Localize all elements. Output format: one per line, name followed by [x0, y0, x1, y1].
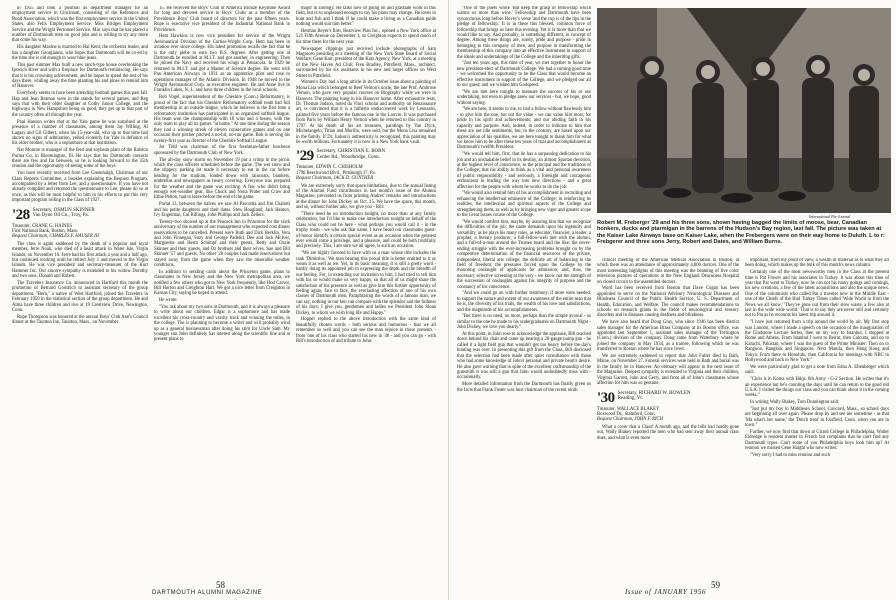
page-number-right: 59 — [711, 580, 720, 590]
paragraph: Herman Beyer's firm, Rearview Plan Inc., opened a New York office at 521 Fifth Avenue on December 1, so Creighton expects to spend much of his time there for the next year. — [296, 29, 436, 45]
page-number-left: 58 — [216, 580, 225, 590]
treasurer-address: Boxwood Dr., Stamford, Conn. — [597, 411, 656, 417]
paragraph: "Just ten years ago, this time of year, we met together to honor the new president-elect of Dartmouth College. We had a coming good time - we welcomed the opportunity to be the Class that would become an effective instrument in support of the College, and we pledged our all to our guest; and we wished him Godspeed. — [457, 61, 591, 89]
treasurer-address: First National Bank, Boston, Mass. — [12, 228, 79, 234]
class-year: '29 — [296, 148, 314, 165]
paragraph: Rupe Thompson was honored at the annual Boys' Club Ann's Council dinner at the Taunton Inn, Taunton, Mass., on November — [12, 314, 148, 326]
paragraph: Paul Hanson writes that at the Yale game he was surprised at the presence of a number of classmates, among them Jay Willing, Al Lagasy and Gil Gilbert, when his 15-year-old, who up to that time had shown no signs of admiration, yelled violently for Yale in defiance of his older brother, who is a sophomore at that institution. — [12, 119, 148, 147]
paragraph: Bob Vogel, superintendent of the Cheshire (Conn.) Reformatory, is proud of the fact that his Cheshire Reformatory softball team had full membership in an outside league, which he believes is the first time a reformatory institution has participated in an organized softball league. His team won the championship with 18 wins and 4 losses, with the only team to play all its games "at home." At one time during the season they had a winning streak of eleven consecutive games and on one occasion their pitcher pitched a no-hit, no-run game. Bob is serving his twenty-first year as director of the Cheshire Softball League. — [154, 95, 290, 144]
photo-caption: Robert M. Frebergrr '29 and his three sons, shown having bagged the limits of moose, bear, Canadian honkers, ducks and ptarmigan in the barrens of the Hudson's Bay region, last fall. The picture was taken at the Kaiser Lake Airways base on Kaiser Lake, when the Frebergers were on their way home to Duluth. L to r: Frebgerer and three sons Jerry, Robert and Dates, and William Burns. — [597, 220, 885, 246]
secretary-address: Center Rd., Woodbridge, Conn. — [316, 154, 380, 160]
class-officers — [618, 391, 691, 402]
paragraph: 15. He received the Boys' Club of America Bronze Keystone Award for long and devoted service to Boys' Clubs as a member of the Providence Boys' Club board of directors for the past fifteen years. Rupe is executive vice president of the Industrial National Bank in Providence. — [154, 6, 290, 33]
treasurer-address: 1796 Beechwood Blvd., Pittsburgh 17, Pa. — [296, 170, 376, 176]
treasurer-line: Treasurer, EDWIN C. CHISHOLM — [296, 165, 363, 171]
paragraph: We are extremely sorry that space limitations, due to the annual listing of the Alumni Fund contributors in last month's issue of the Alumni Magazine, prevented us from printing Andres' remarks and introductions at the dinner for John Dickey on Oct. 15. We have the space, this month, and so, without further ado, we give you - Bill: — [296, 183, 436, 211]
paragraph: We are extremely saddened to report that John Fuller died in Bath, Maine, on November 27. Funeral services were held in Bath and burial was in the family lot in Hanover. An obituary will appear in the next issue of the Magazine. Deepest sympathy is extended to Virginia and their children, Virginia Garrett, John and Gerry, and from all of John's classmates whose affection for him was so genuine. — [597, 354, 739, 387]
paragraph: Twenty-two showed up at the Peacock Inn in Princeton for the sixth anniversary of the number of our management who expected cost dinner reservations to be cancelled. Present were Ruth and Dick Berklin, Vera and John Finnegan, Suzy and George Padelid, Dee and Jack McIver, Marguerite and Herm Schimpf and their guests, Betty and Ozzie Skinner and their guests, and Oz brothers and their wives. Sue and Bill Skinner '57 and guests. No other '28 couples had made reservations but stayed away from the game when they saw the miserable weather conditions. — [154, 219, 290, 269]
paragraph: "One of the poets wrote 'But keep the grasp of fellowship which warms us more than wine.' Fellowship and Dartmouth have been synonymous long before Hovey's verse 'and the cup is of the lips in the pledge of fellowship.' It is in these this blessed, common force of fellowship that brings us here this evening. Yet it is more than that we would like to say. And probably, is something different, in concept of degree. Among these things are, surely, pride and purpose - pride in belonging to this company of men, and purpose in transforming the membership of this company into an effective instrument in support of the ideals and undertakings of the College and the inheriting gifts. — [457, 6, 591, 60]
paragraph: The all-day snow storm on November 19 put a crimp in the picnic which the class officers scheduled before the game. The wet snow and the slippery parking lot made it necessary to eat in the car before heading for the stadium, loaded down with raincoats, blankets, umbrellas and newspapers as heavy covering. Everyone was prepared for the weather and the game was exciting. A few who didn't bring enough wet-weather gear, like Chuck and Nona Prater and Craw and Ethie Pelton, had to leave before the end of the game. — [154, 157, 290, 201]
hunting-party-photo — [597, 8, 891, 213]
right-column-3 — [745, 258, 889, 460]
paragraph: Word has been received from Boston that Dave Cogan has been appointed to serve on the National Advisory Neurological Diseases and Blindness Council of the Public Health Service, U. S. Department of Health, Education, and Welfare. The council makes recommendations to schools on research grants in the fields of neurological and sensory disorders and in diseases causing deafness and blindness. — [597, 286, 739, 319]
left-column-3 — [296, 6, 436, 346]
paragraph: You have recently received from Lee Greenhalgh, Chairman of our Class Reports Committee, a booklet explaining the Bequest Program, accompanied by a letter from Lee, and a questionnaire. If you have not already complied and returned the questionnaire to Lee, please do so at once, as this will be most helpful to him in his efforts to put this very important program rolling in the Class of 1927. — [12, 171, 148, 204]
paragraph: "We are here, it seems to me, to hail a fellow without flawlessly him - to give him the one, but not the value - we can value him most, for pride in his spirit and achievements; and our abiding faith in his capacity and purpose. And, indeed, in order to indicate to him that these are not idle sentiments, but, to the contrary, are based upon our appreciation of his qualities, we are here tonight to thank him for what we know him to be after these ten years of trial and accomplishment as Dartmouth's twelfth President. — [457, 107, 591, 151]
secretary-line: Secretary, CHRISTIAN E. BORN — [316, 149, 386, 155]
paragraph: Portal 13, between the halves we saw Al Pascottia and Jim Chalotti and his petite daughters and their dates. Stew Hoagland, Jack Heaton, Ivy Engelman, Cal Billings, John Phillips and Jack Zellers. — [154, 202, 290, 218]
paragraph: The class is again saddened by the death of a popular and loyal member, Jerre Noah, who died of a heart attack in Water Isle, Virgin Islands, on November 16. Jerre had his first attack a year and a half ago, but continued working until he retired July 1 and moved to the Virgin Islands. He was vice president and secretary-treasurer of the Kurt Hammer Inc. Our sincere sympathy is extended to his widow Dorothy and two sons, Donald and Robert. — [12, 241, 148, 280]
paragraph: We were particularly glad to get a note from Edna A. Ellenberger which said: — [745, 364, 889, 376]
paragraph: In addition to sending cards about the Princeton game, plans to classmates in New Jersey and the New York metropolitan area, we notified a few others who got to New York frequently, like Hod Carver, Bill Horton and Creighton Hart. We got a nice letter from Creighton in Kansas City, saying he hoped to attend. — [154, 269, 290, 297]
class-29-heading — [296, 149, 436, 163]
paragraph: "We are met here tonight to measure the success of his or our undertaking, not even to pledge anew our services - but, we hope, good without saying. — [457, 89, 591, 106]
paragraph: important, from my point of view, a wealth of material as to what they all been doing, which makes up the bulk of this month's news column. — [745, 258, 889, 269]
treasurer-line: Treasurer, CRANE G. HAINES — [12, 223, 72, 229]
paragraph: In writing Wally Blakey, Tom Dunnington said: — [750, 400, 840, 406]
class-year: '30 — [597, 389, 615, 406]
class-28-heading — [12, 208, 148, 222]
paragraph: Newspaper clippings just received include photographs of Sam Magowen presiding at a meeting of the New York State Board of Social Welfare; Gene Karr, president of the Katz Agency, New York, at a meeting of the New Haven Ad Club; Fren Bradley, Pittsfield, Mass., architect, surrounded by his six assistants in his new and larger offices on West Street in Pittsfield. — [296, 46, 436, 79]
class-officers — [33, 208, 95, 219]
class-officers — [317, 149, 385, 160]
paragraph: This past summer Max built a new ranch-type house overlooking the Ipswich River and with a fireplace for Dartmouth reminiscing. He says that it is his crowning achievement, and he hopes to spend the rest of his days there, whiling away the time planting his and pines to remind him of Hanover. — [12, 62, 148, 90]
paragraph: Hem Hawkins is now vice president for service of the Wright Aeronautical Division of the Curtiss-Wright Corp. Hem has been in aviation ever since college. His latest promotion recalls the fact that he is the only plebe to earn two B.S. degrees. After getting one at Dartmouth he enrolled at M.I.T. and got another, in engineering. Then he joined the Navy and received his wings at Pensacola. In 1929 he returned to M.I.T. and got a Master of Science degree. He went with Pan American Airways in 1931 as an apprentice pilot and rose to operations manager of the Atlantic Division. In 1948 he moved to the Wright Aeronautical Corp. as executive engineer. He and Anne live in Franklin Lakes, N. J., and have three children in the local schools. — [154, 34, 290, 94]
bequest-line: Bequest Chairman, CHARLES F. HAUSER III — [12, 234, 99, 240]
secretary-address: Van Dyne Oil Co., Troy, Pa. — [32, 213, 89, 219]
issue-date: Issue of JANUARY 1956 — [625, 588, 707, 596]
paragraph: We have also heard that Doug Gray, who since 1946 has been district sales manager for the American Brass Company at its Boston office, was appointed last September 1, assistant sales manager of the Torrington (Conn.) division of the company. Doug came from Waterbury where he joined the company in May 1934, as a trainee, following which he was transferred to Boston where he has since lived. — [597, 320, 739, 353]
magazine-name: DARTMOUTH ALUMNI MAGAZINE — [152, 590, 263, 596]
paragraph: Nat Monroe is manager of the feed and soybean plant of the Ralston Purina Co. in Bloomington, Ill. He says that his Dartmouth contacts there are few and far between, so he is looking forward to the 35th reunion and the opportunity of seeing some of the boys. — [12, 148, 148, 170]
paragraph: Certainly one of the most newsworthy men in the Class at the present time is Pat Flower and his associates in Turkey. It was about this time of year that Pat went to Turkey, now he can not his many goings and comings, his new creations, a few of the latest acquisitions and also the unique news. One of the columnists who called Pat a traveler now in the Middle East - one of the Chiefs of the Hud Turkey Times called 'Wide World in from the News we all know.' 'They've gone out from their slow waste, a few also at last in the wide wide world.' That is to say they are never still and certainly not to Pat as he recounts his latest trip around it. — [745, 270, 889, 319]
left-column-1 — [12, 6, 148, 327]
paragraph: "But there is no need, no more, perhaps than the simple avowal - so similar to the one he made to his undergraduates on Dartmouth Night - John Dickey, we love you dearly." — [457, 314, 591, 331]
paragraph: Hopper replied to the above introduction with the same kind of beautifully chosen words - both serious and humorous - that we all remember so well and you can see the man rejoice in those presents - from 'one of his class who started his new in '48 - and you can go - with Bill's introduction of and tribute to John: — [296, 317, 436, 345]
paragraph: "Chris is in Korea with Hdqs. 8th Army - G-2 Section. He writes that it's an experience but he's counting the days until he can return to the good old U.S.A. I visited the things our class and you can think about it in the coming weeks." — [745, 377, 889, 399]
secretary-line: Secretary, OSMUN SKINNER — [32, 207, 95, 213]
paragraph: "Very sorry I had to miss reunion and such — [750, 452, 831, 458]
paragraph: clinical meeting of the American Medical Association in Boston, at which there was an attendance of approximately 4,000 doctors. One of the most interesting highlights of this meeting was the beaming of live color television pictures of operations at the New England Deaconess Hospital on closed circuit to the assembled doctors. — [597, 258, 739, 285]
paragraph: Jor Tidd was chairman of the first freshman-father luncheon sponsored by the Dartmouth Club of New York. — [154, 145, 290, 156]
class-30-heading — [597, 391, 739, 405]
paragraph: "We would tell him, first, that he has a surpassing dedication to his job and an unshakable belief in its destiny, an almost Spartan devotion, at the highest level of conscience, to the principal and the traditions of the College; that his ability to think as a vital and personal awareness of public responsibility - and seriously, a foresight and courageous enthusiasm in leading the way into new directions - and a great affection for the people with whom he works to do the job. — [457, 152, 591, 190]
paragraph: He wrote: — [159, 298, 178, 304]
paragraph: At this point, in John rose to acknowledge the applause, Bill reached down behind his chair and came up bearing a 20-gauge pump gun - he called it a light field gun that wouldn't get too heavy before the day's hunting was over. In presenting this gift from the Class, Bill disclosed that the selection had been made after quiet consultation with those who had some knowledge of John's personal and private heart's desire. He also gave warning that in spite of the excellent craftsmanship of the gunsmith it was still a gun that John would undoubtedly miss with - occasionally. — [457, 332, 591, 381]
paragraph: More detailed information from the Dartmouth has finally given us the facts that Frank Foster was host chairman of the recent ninth — [457, 382, 591, 393]
paragraph: major in zoology. He talks now of going on and graduate work in this field, but is so unpleased enough to say his plans may change. He loves to hunt and fish and I think if he could make a living as a Canadian guide nothing would suit him better." — [296, 6, 436, 28]
paragraph: What a cover that a Class! A month ago, and the bills had hardly gone out, Wally Blakey reported the men who had sent away their annual class dues, and what is even more — [597, 424, 739, 441]
paragraph: "And we could go on with further testimony, if more were needed, to support the nature and extent of our awareness of the entire man that he is, the diversity of his trials, the wealth of his love and satisfactions, and the magnitude of his accomplishments. — [457, 291, 591, 313]
paragraph: "We would also remind him of his accomplishment in recruiting and enhancing the intellectual eminence of the College; in reinforcing its realities, the intellectual and spiritual aspects of the College and strengthening them, as well as by bringing new vigor and greater scope to the Great Issues course of the College. — [457, 191, 591, 218]
photo-credit: International Pix-Journal — [809, 214, 851, 219]
bequest-line: Bequest Chairman, JOHN F. RICH — [597, 417, 664, 423]
paragraph: The Travelers Insurance Co. announced in Hartford this month the promotion of Bernard Goodrich to assistant secretary of the group department. "Bern," a native of West Hartford, joined the Travelers in February 1950 in the statistical section of the group department. He and Alma have three children and live at 19 Crestview Drive, Newington, Conn. — [12, 281, 148, 314]
class-year: '28 — [12, 206, 30, 223]
right-column-1 — [457, 6, 591, 394]
bequest-line: Bequest Chairman, JACK D. GUNTHER — [296, 176, 374, 182]
paragraph: Everybody seems to have been attending football games this past fall. Hap and Jean Braman were in the stands for several games, and Reg says that with their older daughter at Colby Junior College, and the highways in New Hampshire being so good, they get up to that part of the country often all through the year. — [12, 91, 148, 118]
paragraph: Women's Day had a long article in its October issue about a painting of Mona Lisa which belonged to Beef Vernon's uncle, the late Prof. Ambrose Vernon, who gave very popular courses on Biography while we were in Hanover. The painting hung in his Hanover home. After exhaustive tests, Dr. Thomas Judson, noted da Vinci scholar and authority on Renaissance art, is convinced that it is a hitherto undiscovered work by Leonardo, painted five years before the famous one in the Louvre. It was purchased from Paris by William Henry Vernon when he returned to this country in 1797. At his death all his art treasures, paintings by Van Dyck, Michelangelo, Titian and Murillo, were sold, but the Mona Lisa remained in the family. If Dr. Judson's authenticity is recognized, this painting may be worth millions. Fortunately it is now in a New York bank vault. — [296, 80, 436, 145]
paragraph: "Just put my boy in Middlesex School, Concord, Mass., so school days are beginning all over again. Please drop by and see me sometime - as that 'Ma what's her name,' the 'Dutch treat' in Fairfield, Conn. when you are in town." — [745, 406, 889, 429]
left-column-2 — [154, 6, 290, 344]
treasurer-line: Treasurer, WALLACE BLAKEY — [597, 406, 660, 412]
paragraph: Further, we now find that down at Girard College in Philadelphia, Walter Eldredge is resident master in French but complains that he can't find any Dartmouth types. Can't some of you Philadelphia boys look him up? At reunion we missed Gene Haight who now writes: — [745, 429, 889, 452]
paragraph: "There need be no introduction tonight, no more than at any family celebration, but I'd like to make one introduction tonight on behalf of the Class who could not be here - what perhaps you would call it - in the trophy room - we who ask that name. I have heard our classmates guest-of-honor identify a certain special event as an occasion when the greatest ever would come a privilege, and a pleasure, and could be both truthfully and precisely. This, I am sure we all agree, is such an occasion. — [296, 211, 436, 250]
paragraph: "We are highly favored to have with us a man whose title includes the rank 'Dimitrios.' We man bearing this proud title is better entitled to it or wears it as well as we. Yet, in its basic meaning, it is still a pretty word - hardly doing its appointed job in expressing the depth and the breadth of our feeling. For, in extending our invitation to him, I had tried to tell him with his so would make us very happy, so that all of us might share the satisfaction of his presence as well as give him this further opportunity of feeling again, face to face, the everlasting affection of one of his own classes of Dartmouth men. Paraphrasing the words of a famous man, we can say, nothing in our ken can compare with the splendor and the fullness of his days; I give you, gentlemen and ladies we President John Sloan Dickey, to whom we wish long life and Happy." — [296, 251, 436, 316]
paragraph: "You ask about my two sons at Dartmouth, and it is always a pleasure to write about our children. Edgar is a sophomore and has made excellent his cross-country and varsity track and winning the miles, in the college. The is planning to become a writer and will probably wind up as a general businessman after doing his stint for Uncle Sam. My younger son John definitely has interest along the scientific line and at present plans to — [154, 305, 290, 343]
right-column-2 — [597, 258, 739, 442]
left-col1-paragraphs — [12, 6, 148, 204]
secretary-line: Secretary, RICHARD W. BOWLEN — [617, 390, 691, 396]
paragraph: "We would comfort him, maybe, by assuring him that we recognize the difficulties of the job; the name demands upon his ingenuity and versatility, as he plays his many roles, as educator, financier, a leader, a prophet, a literary producer, a full-fellow-well met with the alumni, and a full-of-a-man around the Trustee board and the like: the never-ending struggle with the ever-increasing problems brought on by the competitive determination of the financial resources of the private, independent, liberal arts college; the delicate art of balancing in the field of freedom; the pressures forced upon the College by the mounting onslaught of applicants for admission; and, thus, the necessary selective screening at the very - we know not the strength of the succession of onslaughts against his integrity of purpose and the constancy of his conscience. — [457, 219, 591, 290]
photo-illustration — [597, 8, 891, 213]
right-page — [448, 0, 896, 600]
paragraph: in 1955 and took a position as department manager for an employment service in Cincinnati, consisting of the Reference and Bond Association, which was the first employment service in the United States, also Felix Employment Service. Miss Bridges Employment Service and the Wright Personnel Service. Mac says that he has placed a number of Dartmouth men on good jobs and is willing to try any more that come his way. — [12, 6, 148, 44]
paragraph: "I have just returned from a trip around the world by air. My first stop was London, where I made a speech on the occasion of the inauguration of the Gladstone Lecture Series, then on my way to Istanbul, I stopped at Rome and Athens. From Istanbul I went to Beirut, then Calcutta, and on to Karachi, Pakistan, where I was the guest of the Prime Minister. Then on to Rangoon, Bangkok and Singapore. Next Manila, then Hong Kong and Tokyo. From there to Honolulu, then California for meetings with NBC in Hollywood and back to New York." — [745, 320, 889, 364]
paragraph: His daughter Maxine is married to Hal Kent, the orchestra leader, and has a daughter Georgianna, who hopes that Dartmouth will be co-ed by the time she is old enough to wear blue jeans. — [12, 45, 148, 62]
secretary-address: Reading, Vt. — [617, 396, 643, 402]
